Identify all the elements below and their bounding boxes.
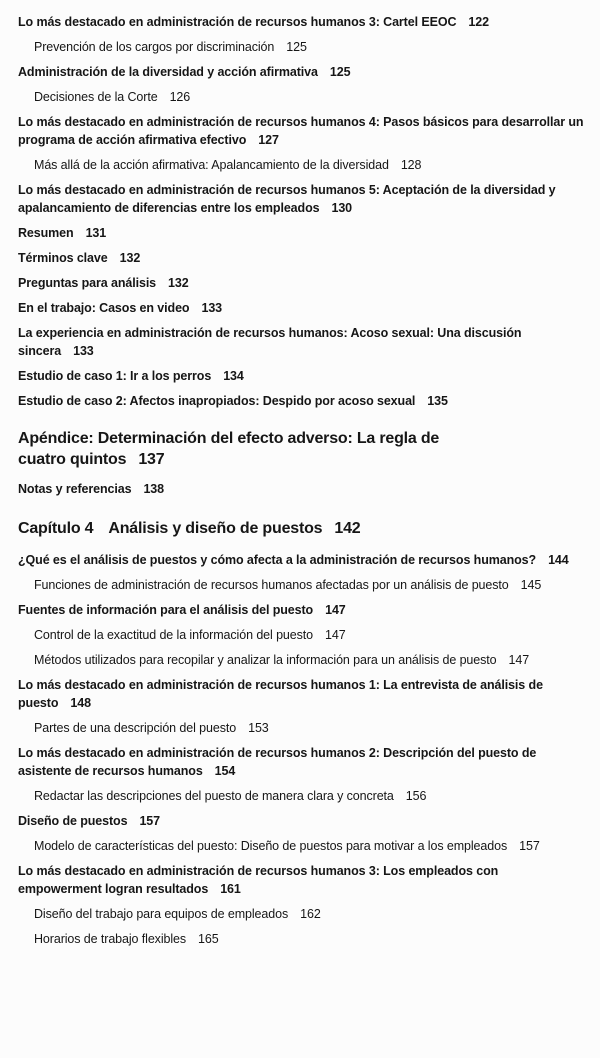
- entry-title: Partes de una descripción del puesto: [34, 721, 237, 736]
- entry-page-number: 128: [400, 158, 422, 172]
- toc-entry: [18, 812, 584, 830]
- entry-title: Apéndice: Determinación del efecto adverso: La regla de cuatro quintos: [18, 430, 440, 469]
- entry-title: Redactar las descripciones del puesto de manera clara y concreta: [34, 789, 394, 804]
- entry-title: Modelo de características del puesto: Diseño de puestos para motivar a los empleados: [34, 839, 508, 854]
- toc-entry: [34, 38, 574, 56]
- entry-page-number: 156: [405, 789, 427, 804]
- entry-title: Notas y referencias: [18, 482, 132, 497]
- entry-page-number: 147: [325, 628, 346, 643]
- entry-page-number: 130: [331, 201, 353, 215]
- entry-page-number: 135: [427, 394, 448, 408]
- entry-page-number: 133: [201, 301, 223, 315]
- toc-entry: [18, 676, 584, 712]
- entry-page-number: 138: [143, 482, 165, 497]
- entry-page-number: 147: [508, 653, 530, 668]
- toc-entry: [18, 249, 584, 267]
- toc-entry: [18, 113, 584, 149]
- entry-page-number: 142: [334, 520, 361, 538]
- entry-title: Diseño del trabajo para equipos de empleados: [34, 907, 289, 922]
- entry-page-number: 126: [169, 90, 191, 104]
- entry-title: Lo más destacado en administración de recursos humanos 2: Descripción del puesto de asistente de recursos humanos: [18, 746, 537, 779]
- entry-title: Control de la exactitud de la información del puesto: [34, 628, 313, 643]
- entry-title: Prevención de los cargos por discriminación: [34, 40, 275, 54]
- entry-page-number: 125: [329, 65, 351, 79]
- entry-title: Lo más destacado en administración de recursos humanos 3: Los empleados con empowerment logran resultados: [18, 864, 499, 897]
- entry-page-number: 131: [85, 226, 107, 240]
- toc-entry: [18, 367, 584, 385]
- entry-title: Lo más destacado en administración de recursos humanos 3: Cartel EEOC: [18, 15, 457, 29]
- toc-entry: [34, 719, 574, 737]
- toc-entry: [18, 13, 584, 31]
- entry-title: Funciones de administración de recursos humanos afectadas por un análisis de puesto: [34, 578, 509, 593]
- entry-title: La experiencia en administración de recursos humanos: Acoso sexual: Una discusión sincera: [18, 326, 522, 358]
- toc-entry: [34, 930, 574, 948]
- toc-entry: [18, 224, 584, 242]
- toc-entry: [18, 744, 584, 780]
- toc-entry: [18, 274, 584, 292]
- entry-page-number: 157: [519, 839, 540, 854]
- entry-title: ¿Qué es el análisis de puestos y cómo afecta a la administración de recursos humanos?: [18, 553, 537, 568]
- entry-title: Más allá de la acción afirmativa: Apalancamiento de la diversidad: [34, 158, 389, 172]
- entry-page-number: 157: [139, 814, 160, 829]
- toc-list: [18, 13, 584, 948]
- entry-page-number: 165: [198, 932, 219, 947]
- entry-page-number: 132: [168, 276, 189, 290]
- toc-entry: [34, 626, 574, 644]
- entry-title: Lo más destacado en administración de recursos humanos 1: La entrevista de análisis de puesto: [18, 678, 543, 711]
- entry-title: Estudio de caso 1: Ir a los perros: [18, 369, 212, 383]
- entry-page-number: 144: [548, 553, 569, 568]
- entry-page-number: 154: [214, 764, 236, 779]
- entry-page-number: 127: [258, 133, 279, 147]
- entry-title: Diseño de puestos: [18, 814, 128, 829]
- entry-page-number: 122: [468, 15, 489, 29]
- entry-page-number: 162: [300, 907, 321, 922]
- entry-title: Administración de la diversidad y acción afirmativa: [18, 65, 318, 79]
- entry-title: Lo más destacado en administración de recursos humanos 5: Aceptación de la diversidad y apalancamiento de diferencias entre los empleados: [18, 183, 556, 215]
- toc-entry: [18, 601, 584, 619]
- toc-entry: [34, 787, 574, 805]
- chapter-heading: [18, 518, 584, 539]
- appendix-heading: [18, 428, 488, 470]
- toc-entry: [18, 862, 584, 898]
- entry-page-number: 134: [223, 369, 244, 383]
- entry-title: Fuentes de información para el análisis del puesto: [18, 603, 314, 618]
- entry-title: Resumen: [18, 226, 74, 240]
- entry-page-number: 145: [520, 578, 542, 593]
- toc-entry: [18, 324, 584, 360]
- entry-title: Preguntas para análisis: [18, 276, 157, 290]
- toc-entry: [34, 651, 574, 669]
- toc-entry: [18, 63, 584, 81]
- toc-entry: [18, 480, 584, 498]
- toc-entry: [18, 299, 584, 317]
- entry-page-number: 161: [220, 882, 241, 897]
- toc-entry: [34, 156, 574, 174]
- entry-page-number: 132: [119, 251, 141, 265]
- entry-page-number: 137: [138, 451, 165, 469]
- entry-page-number: 147: [325, 603, 346, 618]
- entry-page-number: 133: [73, 344, 94, 358]
- toc-entry: [18, 181, 584, 217]
- entry-page-number: 125: [286, 40, 307, 54]
- toc-entry: [18, 392, 584, 410]
- toc-entry: [34, 837, 574, 855]
- entry-page-number: 148: [70, 696, 91, 711]
- entry-title: Horarios de trabajo flexibles: [34, 932, 187, 947]
- toc-entry: [34, 88, 574, 106]
- toc-entry: [34, 576, 574, 594]
- entry-title: Términos clave: [18, 251, 108, 265]
- entry-title: En el trabajo: Casos en video: [18, 301, 190, 315]
- entry-title: Decisiones de la Corte: [34, 90, 158, 104]
- entry-title: Lo más destacado en administración de recursos humanos 4: Pasos básicos para desarrollar un programa de acción afirmativa efectivo: [18, 115, 584, 147]
- toc-entry: [18, 551, 584, 569]
- entry-title: Estudio de caso 2: Afectos inapropiados: Despido por acoso sexual: [18, 394, 416, 408]
- entry-title: Análisis y diseño de puestos: [108, 520, 323, 538]
- entry-title: Métodos utilizados para recopilar y analizar la información para un análisis de puesto: [34, 653, 497, 668]
- chapter-label: Capítulo 4: [18, 520, 94, 538]
- entry-page-number: 153: [248, 721, 269, 736]
- toc-entry: [34, 905, 574, 923]
